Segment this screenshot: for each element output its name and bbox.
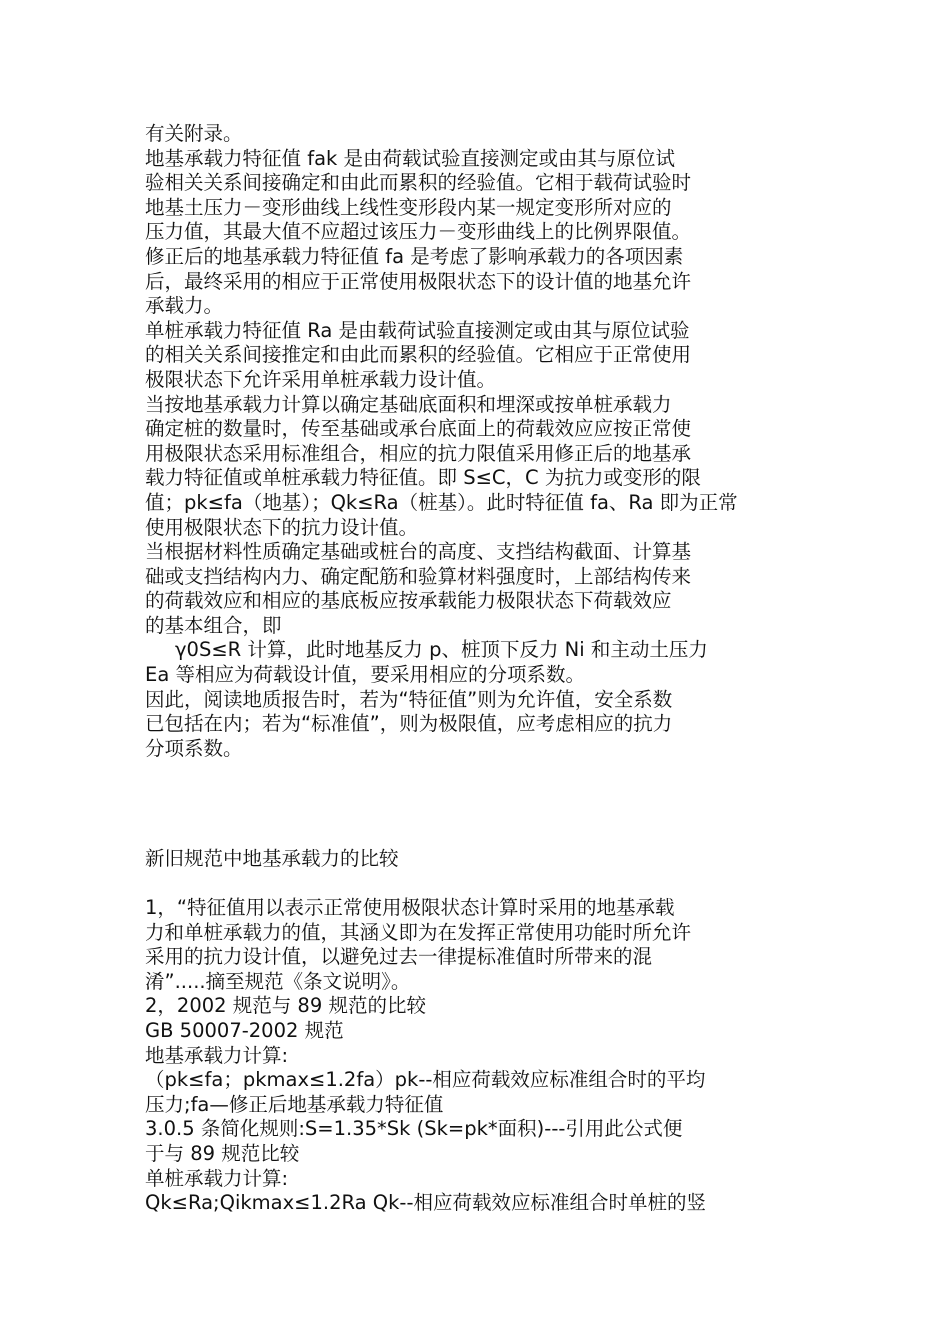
paragraph-line: 分项系数。 bbox=[145, 736, 243, 760]
paragraph-line: 承载力。 bbox=[145, 294, 224, 318]
paragraph-line: 淆”.....摘至规范《条文说明》。 bbox=[145, 969, 411, 993]
paragraph-line: GB 50007-2002 规范 bbox=[145, 1018, 344, 1042]
text-block-comparison bbox=[145, 896, 810, 1216]
paragraph-line: 的荷载效应和相应的基底板应按承载能力极限状态下荷载效应 bbox=[145, 589, 672, 613]
paragraph-line: 于与 89 规范比较 bbox=[145, 1141, 300, 1165]
paragraph-line: 载力特征值或单桩承载力特征值。即 S≤C，C 为抗力或变形的限 bbox=[145, 466, 701, 490]
paragraph-line: 采用的抗力设计值，以避免过去一律提标准值时所带来的混 bbox=[145, 945, 653, 969]
paragraph-line: 础或支挡结构内力、确定配筋和验算材料强度时，上部结构传来 bbox=[145, 564, 692, 588]
paragraph-line: 1，“特征值用以表示正常使用极限状态计算时采用的地基承载 bbox=[145, 896, 675, 919]
paragraph-line: 使用极限状态下的抗力设计值。 bbox=[145, 515, 419, 539]
paragraph-line: 的基本组合，即 bbox=[145, 613, 282, 637]
paragraph-line: 值；pk≤fa（地基）；Qk≤Ra（桩基）。此时特征值 fa、Ra 即为正常 bbox=[145, 490, 738, 514]
paragraph-line: 有关附录。 bbox=[145, 122, 243, 145]
paragraph-line: Qk≤Ra;Qikmax≤1.2Ra Qk--相应荷载效应标准组合时单桩的竖 bbox=[145, 1191, 706, 1215]
paragraph-line: 验相关关系间接确定和由此而累积的经验值。它相于载荷试验时 bbox=[145, 171, 692, 195]
paragraph-line: 极限状态下允许采用单桩承载力设计值。 bbox=[145, 367, 497, 391]
paragraph-line: 压力值，其最大值不应超过该压力－变形曲线上的比例界限值。 bbox=[145, 220, 692, 244]
paragraph-line: 因此，阅读地质报告时，若为“特征值”则为允许值，安全系数 bbox=[145, 687, 673, 711]
text-block-definitions bbox=[145, 122, 810, 761]
paragraph-line: 确定桩的数量时，传至基础或承台底面上的荷载效应应按正常使 bbox=[145, 417, 692, 441]
paragraph-line: 已包括在内；若为“标准值”，则为极限值，应考虑相应的抗力 bbox=[145, 712, 673, 736]
paragraph-line: 当根据材料性质确定基础或桩台的高度、支挡结构截面、计算基 bbox=[145, 540, 692, 564]
paragraph-line: 修正后的地基承载力特征值 fa 是考虑了影响承载力的各项因素 bbox=[145, 244, 684, 268]
paragraph-line: 单桩承载力计算: bbox=[145, 1166, 289, 1190]
section-heading-block bbox=[145, 847, 810, 872]
paragraph-line: 用极限状态采用标准组合，相应的抗力限值采用修正后的地基承 bbox=[145, 441, 692, 465]
paragraph-line: 2，2002 规范与 89 规范的比较 bbox=[145, 994, 426, 1018]
paragraph-line: 单桩承载力特征值 Ra 是由载荷试验直接测定或由其与原位试验 bbox=[145, 318, 690, 342]
paragraph-line: 地基土压力－变形曲线上线性变形段内某一规定变形所对应的 bbox=[145, 195, 672, 219]
paragraph-line: Ea 等相应为荷载设计值，要采用相应的分项系数。 bbox=[145, 663, 585, 687]
paragraph-line: 地基承载力特征值 fak 是由荷载试验直接测定或由其与原位试 bbox=[145, 146, 676, 170]
paragraph-line: 3.0.5 条简化规则:S=1.35*Sk (Sk=pk*面积)---引用此公式便 bbox=[145, 1117, 683, 1141]
paragraph-line: 力和单桩承载力的值，其涵义即为在发挥正常使用功能时所允许 bbox=[145, 920, 692, 944]
paragraph-line: 后，最终采用的相应于正常使用极限状态下的设计值的地基允许 bbox=[145, 269, 692, 293]
paragraph-line: 的相关关系间接推定和由此而累积的经验值。它相应于正常使用 bbox=[145, 343, 692, 367]
formula-line: γ0S≤R 计算，此时地基反力 p、桩顶下反力 Ni 和主动土压力 bbox=[175, 638, 708, 662]
paragraph-line: 当按地基承载力计算以确定基础底面积和埋深或按单桩承载力 bbox=[145, 392, 672, 416]
paragraph-line: （pk≤fa；pkmax≤1.2fa）pk--相应荷载效应标准组合时的平均 bbox=[145, 1068, 706, 1092]
paragraph-line: 地基承载力计算: bbox=[145, 1043, 289, 1067]
paragraph-line: 压力;fa—修正后地基承载力特征值 bbox=[145, 1092, 444, 1116]
section-heading: 新旧规范中地基承载力的比较 bbox=[145, 847, 399, 870]
